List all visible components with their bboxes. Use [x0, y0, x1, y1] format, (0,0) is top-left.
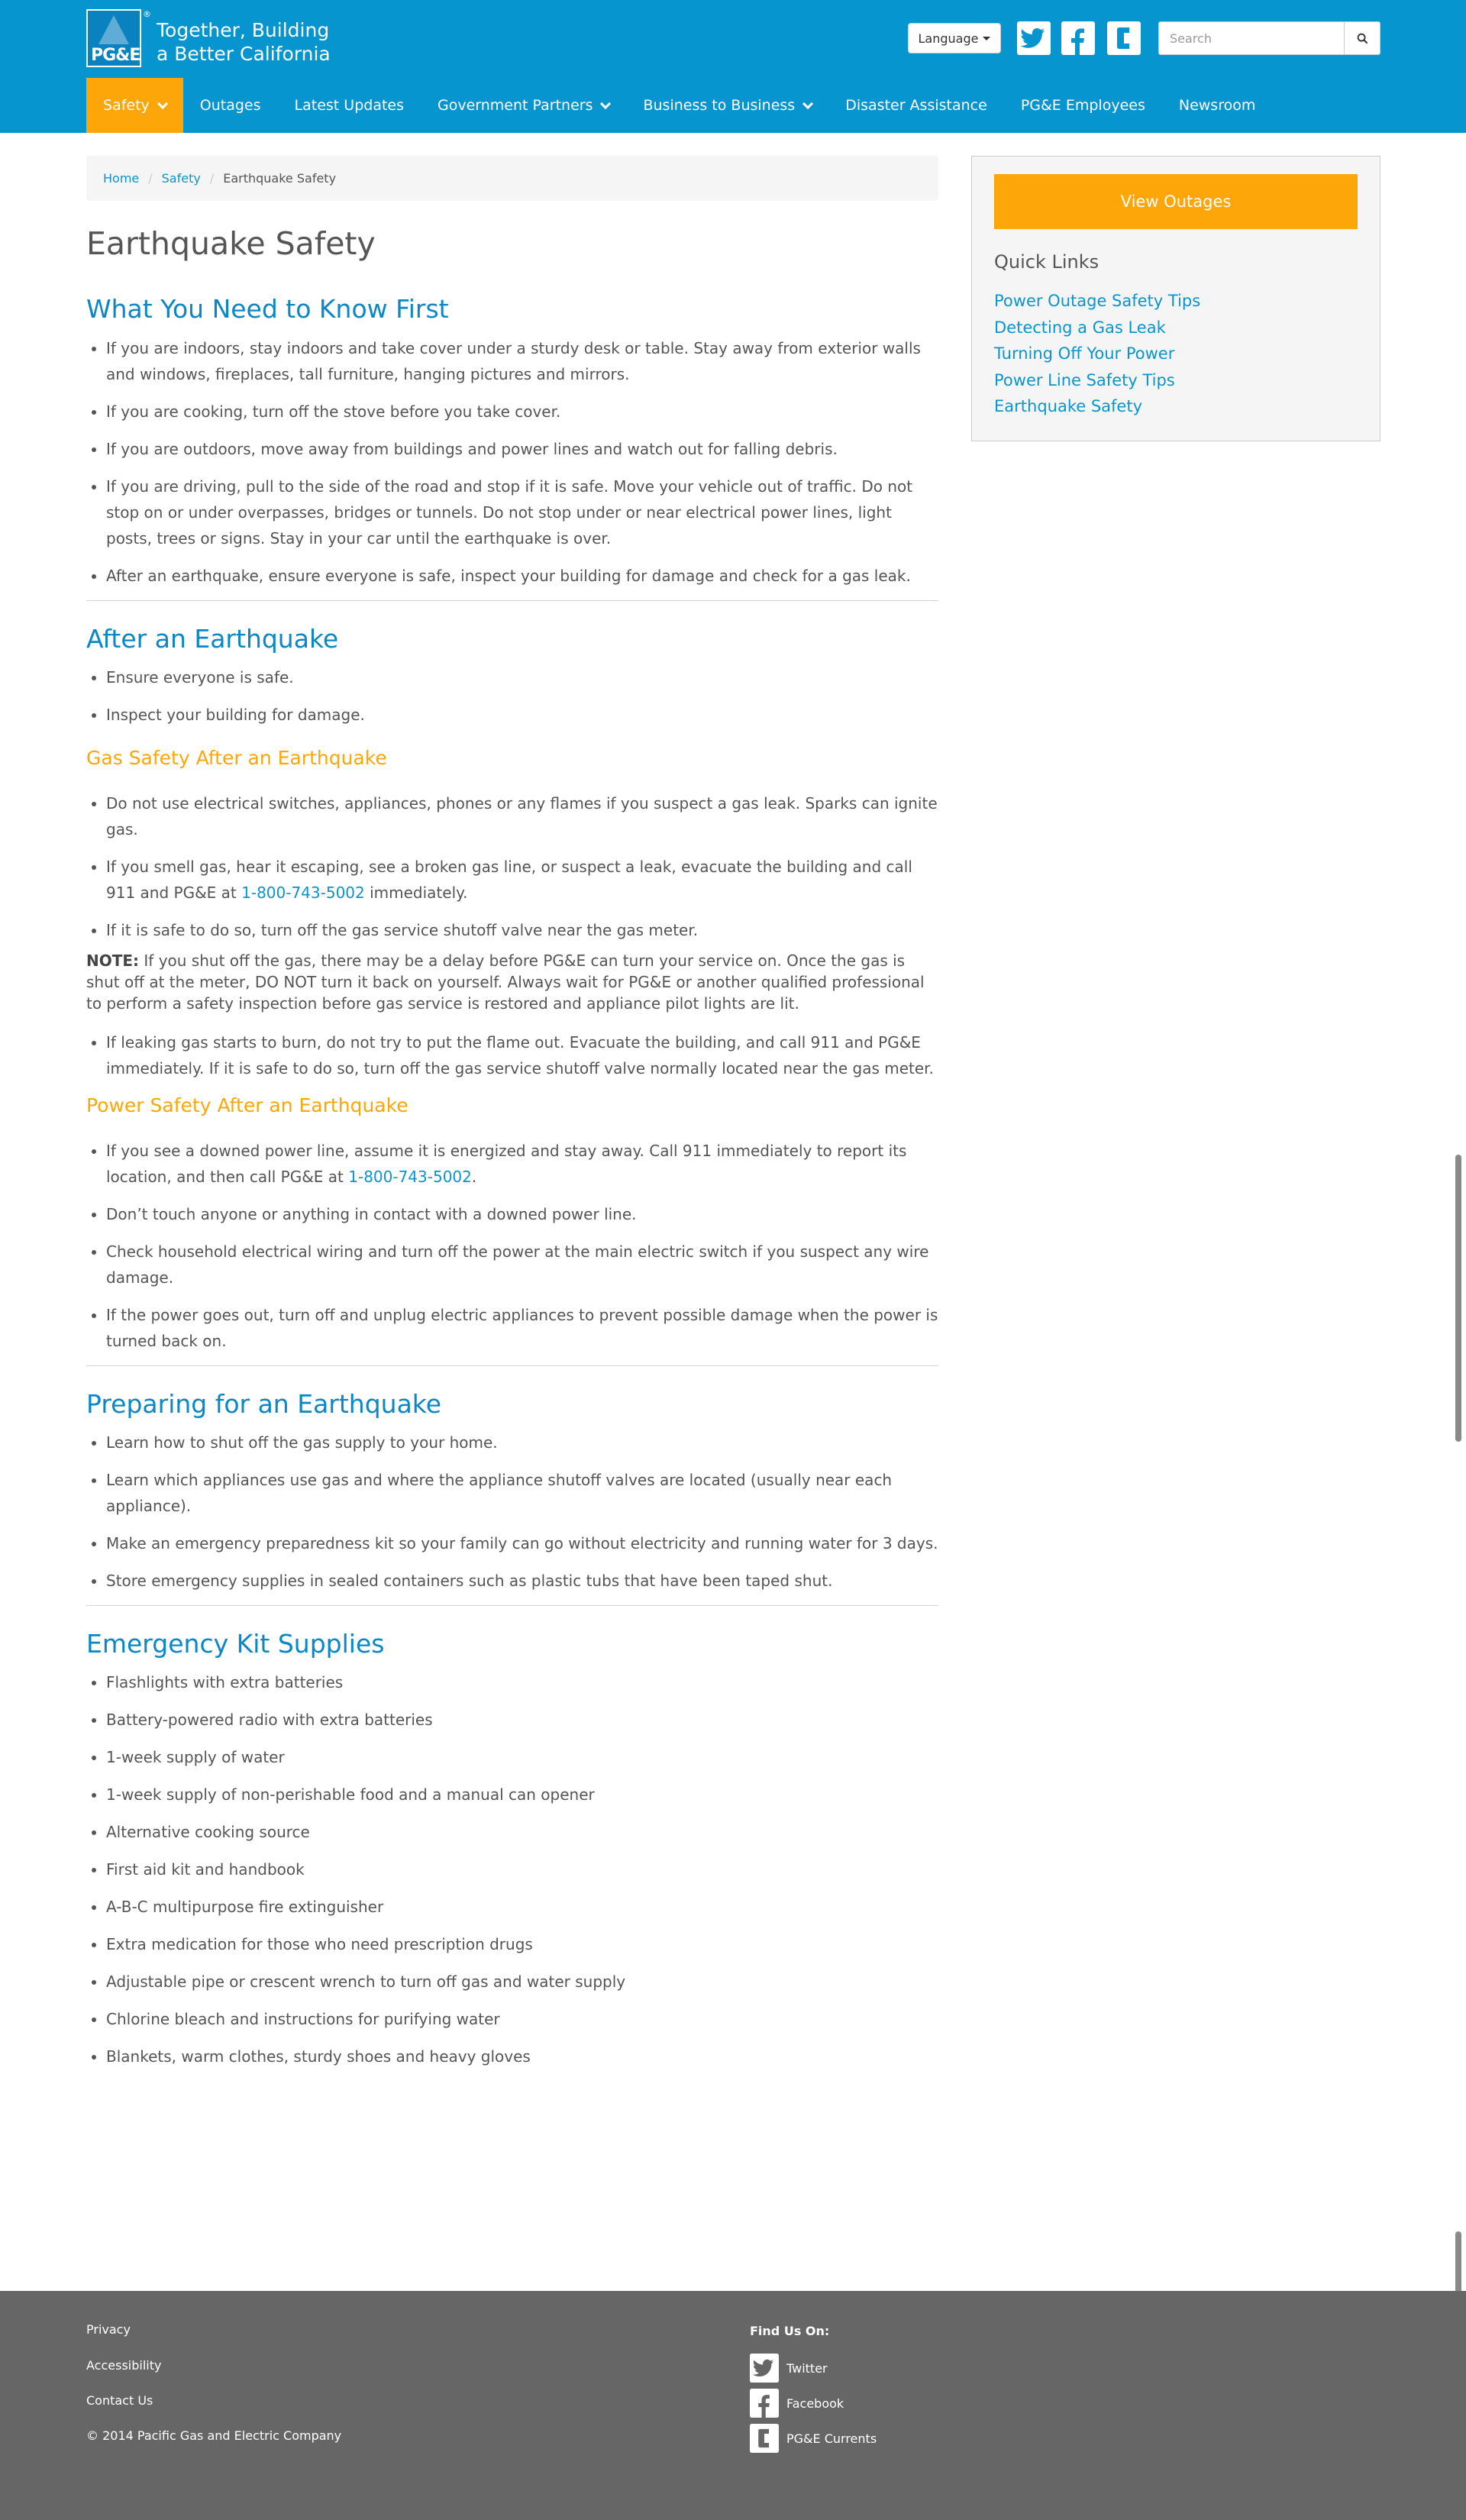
- search-input[interactable]: [1158, 21, 1345, 55]
- caret-down-icon: [983, 37, 990, 40]
- breadcrumb: [86, 156, 938, 201]
- view-outages-button[interactable]: View Outages: [994, 174, 1358, 229]
- section-divider: [86, 600, 938, 601]
- list-item: [106, 854, 938, 906]
- gas-item-text-end: immediately.: [364, 884, 468, 902]
- know-first-list: [86, 335, 938, 589]
- currents-icon[interactable]: [1107, 21, 1141, 55]
- find-us-heading: Find Us On:: [750, 2324, 830, 2338]
- quick-link-power-outage-safety[interactable]: Power Outage Safety Tips: [994, 292, 1201, 310]
- footer-social-label: Facebook: [786, 2396, 844, 2411]
- tagline-line-1: Together, Building: [157, 19, 330, 41]
- list-item: [106, 1138, 938, 1190]
- list-item: • If you are outdoors, move away from buildings and power lines and watch out for falling debris.: [106, 436, 938, 462]
- list-item: • Do not use electrical switches, appliances, phones or any flames if you suspect a gas leak. Sparks can ignite gas.: [106, 790, 938, 842]
- list-item: • Ensure everyone is safe.: [106, 664, 938, 690]
- gas-safety-list-2: [86, 1029, 938, 1081]
- logo-text: PG&E: [91, 46, 140, 65]
- site-footer: [0, 2291, 1466, 2520]
- breadcrumb-safety-link[interactable]: Safety: [161, 171, 201, 186]
- nav-item-outages[interactable]: [183, 78, 278, 133]
- breadcrumb-current: Earthquake Safety: [223, 171, 337, 186]
- phone-link[interactable]: 1-800-743-5002: [241, 884, 365, 902]
- site-tagline: [157, 18, 331, 66]
- nav-item-safety[interactable]: [86, 78, 183, 133]
- gas-note: [86, 950, 938, 1014]
- gas-item-text: If you smell gas, hear it escaping, see a broken gas line, or suspect a leak, evacuate the building and call 911 and PG&E at: [106, 858, 912, 902]
- nav-item-newsroom[interactable]: [1162, 78, 1273, 133]
- nav-item-label: Government Partners: [438, 97, 593, 114]
- footer-copyright: © 2014 Pacific Gas and Electric Company: [86, 2428, 342, 2443]
- pge-logo[interactable]: [86, 9, 141, 67]
- footer-social-facebook[interactable]: [750, 2389, 844, 2418]
- section-heading-after: After an Earthquake: [86, 624, 339, 654]
- subheading-power-safety: Power Safety After an Earthquake: [86, 1094, 408, 1116]
- nav-item-latest-updates[interactable]: [278, 78, 421, 133]
- logo-registered-mark: ®: [143, 9, 151, 19]
- kit-list: [86, 1669, 938, 2069]
- list-item: • Learn how to shut off the gas supply to your home.: [106, 1430, 938, 1455]
- nav-item-label: PG&E Employees: [1020, 97, 1145, 114]
- section-heading-preparing: Preparing for an Earthquake: [86, 1389, 442, 1419]
- facebook-icon: [750, 2389, 779, 2418]
- list-item: • Check household electrical wiring and turn off the power at the main electric switch if you suspect any wire damage.: [106, 1239, 938, 1291]
- list-item: • Chlorine bleach and instructions for purifying water: [106, 2006, 938, 2032]
- footer-social-label: Twitter: [786, 2360, 828, 2376]
- breadcrumb-separator: /: [209, 171, 215, 186]
- nav-item-label: Business to Business: [643, 97, 796, 114]
- nav-item-label: Latest Updates: [294, 97, 404, 114]
- search-icon: [1357, 33, 1368, 44]
- nav-item-label: Safety: [103, 97, 150, 114]
- list-item: • Blankets, warm clothes, sturdy shoes and heavy gloves: [106, 2043, 938, 2069]
- list-item: • If you are cooking, turn off the stove before you take cover.: [106, 399, 938, 425]
- list-item: • After an earthquake, ensure everyone is safe, inspect your building for damage and check for a gas leak.: [106, 563, 938, 589]
- quick-link-power-line-safety[interactable]: Power Line Safety Tips: [994, 370, 1175, 389]
- footer-link-accessibility[interactable]: Accessibility: [86, 2358, 162, 2373]
- nav-item-disaster-assistance[interactable]: [828, 78, 1004, 133]
- list-item: • Inspect your building for damage.: [106, 702, 938, 728]
- scrollbar-thumb[interactable]: [1455, 1155, 1461, 1442]
- section-heading-kit: Emergency Kit Supplies: [86, 1629, 385, 1659]
- logo-flame-shape: [98, 15, 129, 44]
- power-item-text: If you see a downed power line, assume it is energized and stay away. Call 911 immediately to report its location, and then call PG&E at: [106, 1142, 907, 1186]
- list-item: • Store emergency supplies in sealed containers such as plastic tubs that have been taped shut.: [106, 1568, 938, 1594]
- facebook-icon[interactable]: [1061, 21, 1095, 55]
- quick-link-turning-off-power[interactable]: Turning Off Your Power: [994, 344, 1175, 363]
- list-item: • Learn which appliances use gas and where the appliance shutoff valves are located (usually near each appliance).: [106, 1467, 938, 1519]
- list-item: • First aid kit and handbook: [106, 1856, 938, 1882]
- list-item: • Don’t touch anyone or anything in contact with a downed power line.: [106, 1201, 938, 1227]
- quick-links-title: Quick Links: [994, 251, 1100, 273]
- list-item: • Alternative cooking source: [106, 1819, 938, 1845]
- chevron-down-icon: [600, 98, 611, 108]
- chevron-down-icon: [157, 98, 168, 108]
- list-item: • Flashlights with extra batteries: [106, 1669, 938, 1695]
- footer-link-privacy[interactable]: Privacy: [86, 2322, 131, 2337]
- sidebar: [971, 156, 1380, 441]
- note-label: NOTE:: [86, 951, 140, 970]
- twitter-icon[interactable]: [1017, 21, 1051, 55]
- quick-link-gas-leak[interactable]: Detecting a Gas Leak: [994, 318, 1166, 337]
- chevron-down-icon: [802, 98, 813, 108]
- twitter-icon: [750, 2354, 779, 2383]
- preparing-list: [86, 1430, 938, 1594]
- main-navigation: [86, 78, 1272, 133]
- list-item: • If it is safe to do so, turn off the gas service shutoff valve near the gas meter.: [106, 917, 938, 943]
- power-item-text-end: .: [471, 1168, 477, 1186]
- footer-social-twitter[interactable]: [750, 2354, 828, 2383]
- quick-links-list: [994, 288, 1200, 420]
- nav-item-government-partners[interactable]: [421, 78, 626, 133]
- footer-social-label: PG&E Currents: [786, 2431, 877, 2446]
- main-content: [86, 156, 938, 2081]
- section-heading-know-first: What You Need to Know First: [86, 294, 449, 324]
- list-item: • If leaking gas starts to burn, do not try to put the flame out. Evacuate the building, and call 911 and PG&E immediately. If it is safe to do so, turn off the gas service shutoff valve normally located near the gas meter.: [106, 1029, 938, 1081]
- footer-social-currents[interactable]: [750, 2424, 877, 2453]
- subheading-gas-safety: Gas Safety After an Earthquake: [86, 747, 387, 769]
- list-item: • If you are indoors, stay indoors and take cover under a sturdy desk or table. Stay away from exterior walls and windows, fireplaces, tall furniture, hanging pictures and mirrors.: [106, 335, 938, 387]
- breadcrumb-separator: /: [148, 171, 153, 186]
- search-button[interactable]: [1344, 21, 1380, 55]
- page-title: Earthquake Safety: [86, 225, 376, 262]
- section-divider: [86, 1605, 938, 1606]
- gas-safety-list: [86, 790, 938, 943]
- nav-item-label: Outages: [199, 97, 261, 114]
- list-item: • If you are driving, pull to the side of the road and stop if it is safe. Move your vehicle out of traffic. Do not stop on or under overpasses, bridges or tunnels. Do not stop under or near electrical power lines, light posts, trees or signs. Stay in your car until the earthquake is over.: [106, 473, 938, 551]
- power-safety-list: [86, 1138, 938, 1354]
- list-item: • 1-week supply of non-perishable food and a manual can opener: [106, 1782, 938, 1808]
- language-label: Language: [918, 31, 979, 46]
- quick-link-earthquake-safety[interactable]: Earthquake Safety: [994, 397, 1143, 415]
- list-item: • Make an emergency preparedness kit so your family can go without electricity and running water for 3 days.: [106, 1530, 938, 1556]
- nav-item-business-to-business[interactable]: [626, 78, 828, 133]
- list-item: • Battery-powered radio with extra batteries: [106, 1707, 938, 1733]
- nav-item-label: Disaster Assistance: [845, 97, 987, 114]
- site-header: [0, 0, 1466, 133]
- language-dropdown-button[interactable]: [908, 23, 1001, 53]
- currents-icon: [750, 2424, 779, 2453]
- tagline-line-2: a Better California: [157, 43, 331, 65]
- list-item: • Adjustable pipe or crescent wrench to turn off gas and water supply: [106, 1969, 938, 1995]
- breadcrumb-home-link[interactable]: Home: [103, 171, 140, 186]
- footer-link-contact-us[interactable]: Contact Us: [86, 2393, 153, 2408]
- list-item: • 1-week supply of water: [106, 1744, 938, 1770]
- note-text: If you shut off the gas, there may be a delay before PG&E can turn your service on. Once the gas is shut off at the meter, DO NOT turn it back on yourself. Always wait for PG&E or another qualified professional to perform a safety inspection before gas service is restored and appliance pilot lights are lit.: [86, 951, 925, 1013]
- phone-link[interactable]: 1-800-743-5002: [348, 1168, 472, 1186]
- nav-item-label: Newsroom: [1178, 97, 1256, 114]
- list-item: • If the power goes out, turn off and unplug electric appliances to prevent possible damage when the power is turned back on.: [106, 1302, 938, 1354]
- nav-item-pge-employees[interactable]: [1004, 78, 1162, 133]
- after-list: [86, 664, 938, 728]
- list-item: • A-B-C multipurpose fire extinguisher: [106, 1894, 938, 1920]
- list-item: • Extra medication for those who need prescription drugs: [106, 1931, 938, 1957]
- section-divider: [86, 1365, 938, 1366]
